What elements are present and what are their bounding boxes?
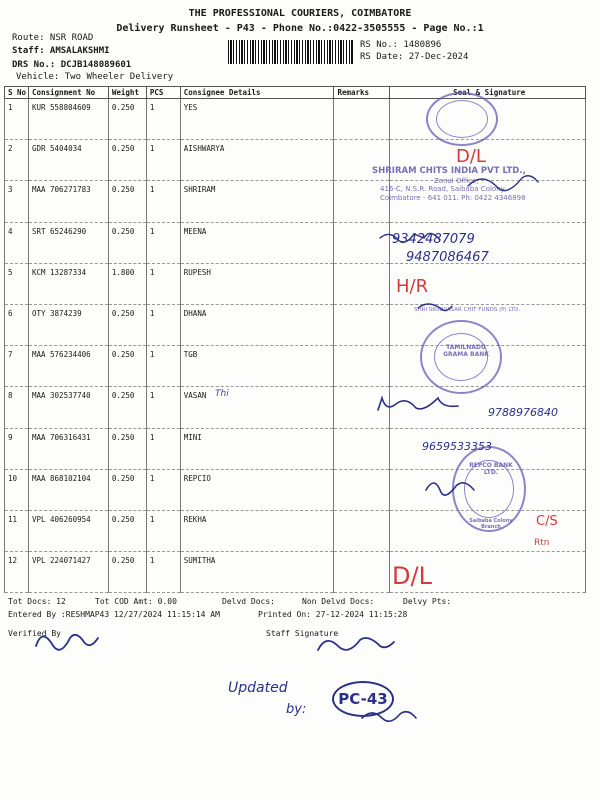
handwritten-phone-4: 9659533353 xyxy=(422,440,492,453)
row10-signature-scribble xyxy=(426,483,474,495)
col-seal-signature: Seal & Signature xyxy=(390,87,586,99)
runsheet-subtitle: Delivery Runsheet - P43 - Phone No.:0422-3505555 - Page No.:1 xyxy=(116,23,484,34)
cell-pcs: 1 xyxy=(146,346,180,387)
cell-consignment-no: MAA 706271783 xyxy=(28,181,108,222)
pc-43-stamp: PC-43 xyxy=(332,681,394,717)
cell-sno: 5 xyxy=(5,263,29,304)
col-remarks: Remarks xyxy=(334,87,390,99)
non-delivered-docs: Non Delvd Docs: xyxy=(302,597,375,606)
total-cod-amount: Tot COD Amt: 0.00 xyxy=(95,597,177,606)
cell-pcs: 1 xyxy=(146,181,180,222)
cell-consignee: RUPESH xyxy=(180,263,334,304)
cell-sno: 12 xyxy=(5,552,29,593)
company-title: THE PROFESSIONAL COURIERS, COIMBATORE xyxy=(188,8,412,19)
cell-consignee: AISHWARYA xyxy=(180,140,334,181)
drs-label: DRS No.: DCJB148089601 xyxy=(12,60,132,70)
cell-consignment-no: GDR 5404034 xyxy=(28,140,108,181)
cell-pcs: 1 xyxy=(146,428,180,469)
handwritten-phone-3: 9788976840 xyxy=(488,406,558,419)
handwritten-vasan-note: Thi xyxy=(215,389,229,399)
cell-consignee: SUMITHA xyxy=(180,552,334,593)
verified-by-label: Verified By xyxy=(8,629,61,638)
cell-sno: 8 xyxy=(5,387,29,428)
cell-consignee: YES xyxy=(180,99,334,140)
cell-consignee: VASAN xyxy=(180,387,334,428)
cell-sno: 4 xyxy=(5,222,29,263)
cell-consignment-no: KUR 558804609 xyxy=(28,99,108,140)
repco-bank-seal-text: REPCO BANK LTD. xyxy=(469,462,513,476)
delivery-points: Delvy Pts: xyxy=(403,597,452,606)
row8-signature-scribble xyxy=(378,398,458,410)
col-weight: Weight xyxy=(108,87,146,99)
entered-by: Entered By :RESHMAP43 12/27/2024 11:15:14 AM xyxy=(8,610,220,619)
cell-sno: 3 xyxy=(5,181,29,222)
cell-sno: 9 xyxy=(5,428,29,469)
cell-consignee: MINI xyxy=(180,428,334,469)
cell-consignee: DHANA xyxy=(180,304,334,345)
cell-weight: 0.250 xyxy=(108,428,146,469)
cell-weight: 0.250 xyxy=(108,552,146,593)
cell-sno: 7 xyxy=(5,346,29,387)
cell-pcs: 1 xyxy=(146,469,180,510)
cell-consignment-no: OTY 3874239 xyxy=(28,304,108,345)
chit-funds-stamp: SHRI SRINIVASAR CHIT FUNDS (P) LTD. xyxy=(414,307,521,313)
cell-pcs: 1 xyxy=(146,140,180,181)
updated-by-signature xyxy=(362,712,416,721)
row4-signature-scribble xyxy=(380,233,440,242)
cell-sno: 10 xyxy=(5,469,29,510)
row3-signature-scribble xyxy=(468,176,538,191)
handwritten-cs: C/S xyxy=(536,514,558,529)
cell-pcs: 1 xyxy=(146,99,180,140)
cell-consignee: MEENA xyxy=(180,222,334,263)
cell-consignee: SHRIRAM xyxy=(180,181,334,222)
cell-consignment-no: MAA 706316431 xyxy=(28,428,108,469)
cell-consignment-no: VPL 224071427 xyxy=(28,552,108,593)
staff-signature-label: Staff Signature xyxy=(266,629,339,638)
cell-weight: 0.250 xyxy=(108,222,146,263)
cell-pcs: 1 xyxy=(146,387,180,428)
cell-weight: 0.250 xyxy=(108,304,146,345)
cell-consignee: REPCIO xyxy=(180,469,334,510)
col-sno: S No xyxy=(5,87,29,99)
staff-label: Staff: AMSALAKSHMI xyxy=(12,46,110,56)
cell-weight: 0.250 xyxy=(108,346,146,387)
col-consignee: Consignee Details xyxy=(180,87,334,99)
cell-weight: 0.250 xyxy=(108,140,146,181)
cell-weight: 0.250 xyxy=(108,510,146,551)
handwritten-dl-top: D/L xyxy=(456,146,486,167)
cell-consignment-no: SRT 65246290 xyxy=(28,222,108,263)
cell-weight: 0.250 xyxy=(108,181,146,222)
cell-consignment-no: KCM 13287334 xyxy=(28,263,108,304)
total-docs: Tot Docs: 12 xyxy=(8,597,66,606)
cell-pcs: 1 xyxy=(146,222,180,263)
handwritten-hr: H/R xyxy=(396,276,429,297)
repco-branch-text: Saibaba Colony Branch xyxy=(469,518,513,530)
staff-signature-scribble xyxy=(318,638,394,650)
col-pcs: PCS xyxy=(146,87,180,99)
rs-date: RS Date: 27-Dec-2024 xyxy=(360,52,469,62)
cell-consignee: TGB xyxy=(180,346,334,387)
cell-consignment-no: MAA 868102104 xyxy=(28,469,108,510)
handwritten-phone-1: 9342487079 xyxy=(392,232,475,247)
cell-consignment-no: VPL 406260954 xyxy=(28,510,108,551)
handwritten-updated: Updated xyxy=(228,680,288,696)
cell-sno: 2 xyxy=(5,140,29,181)
cell-weight: 1.800 xyxy=(108,263,146,304)
col-consignment: Consignment No xyxy=(28,87,108,99)
cell-weight: 0.250 xyxy=(108,469,146,510)
tgb-bank-seal-text: TAMILNADU GRAMA BANK xyxy=(443,344,489,358)
rs-number: RS No.: 1480896 xyxy=(360,40,442,50)
cell-weight: 0.250 xyxy=(108,387,146,428)
delivered-docs: Delvd Docs: xyxy=(222,597,275,606)
handwritten-by: by: xyxy=(286,702,307,717)
route-label: Route: NSR ROAD xyxy=(12,33,94,43)
cell-weight: 0.250 xyxy=(108,99,146,140)
row6-signature-scribble xyxy=(418,304,452,311)
vehicle-label: Vehicle: Two Wheeler Delivery xyxy=(16,72,174,82)
cell-sno: 11 xyxy=(5,510,29,551)
cell-pcs: 1 xyxy=(146,263,180,304)
shriram-company-stamp: SHRIRAM CHITS INDIA PVT LTD., Zonal Office, 416-C, N.S.R. Road, Saibaba Colony, Coimbatore - 641 011. Ph: 0422 4346898 xyxy=(372,166,526,203)
cell-consignment-no: MAA 302537740 xyxy=(28,387,108,428)
verified-by-signature xyxy=(36,635,98,650)
cell-pcs: 1 xyxy=(146,552,180,593)
cell-sno: 1 xyxy=(5,99,29,140)
cell-pcs: 1 xyxy=(146,304,180,345)
cell-consignee: REKHA xyxy=(180,510,334,551)
handwritten-phone-2: 9487086467 xyxy=(406,250,489,265)
printed-on: Printed On: 27-12-2024 11:15:28 xyxy=(258,610,408,619)
cell-consignment-no: MAA 576234406 xyxy=(28,346,108,387)
cell-pcs: 1 xyxy=(146,510,180,551)
cell-sno: 6 xyxy=(5,304,29,345)
handwritten-dl-bottom: D/L xyxy=(392,562,432,590)
handwritten-rtn: Rtn xyxy=(534,538,550,548)
